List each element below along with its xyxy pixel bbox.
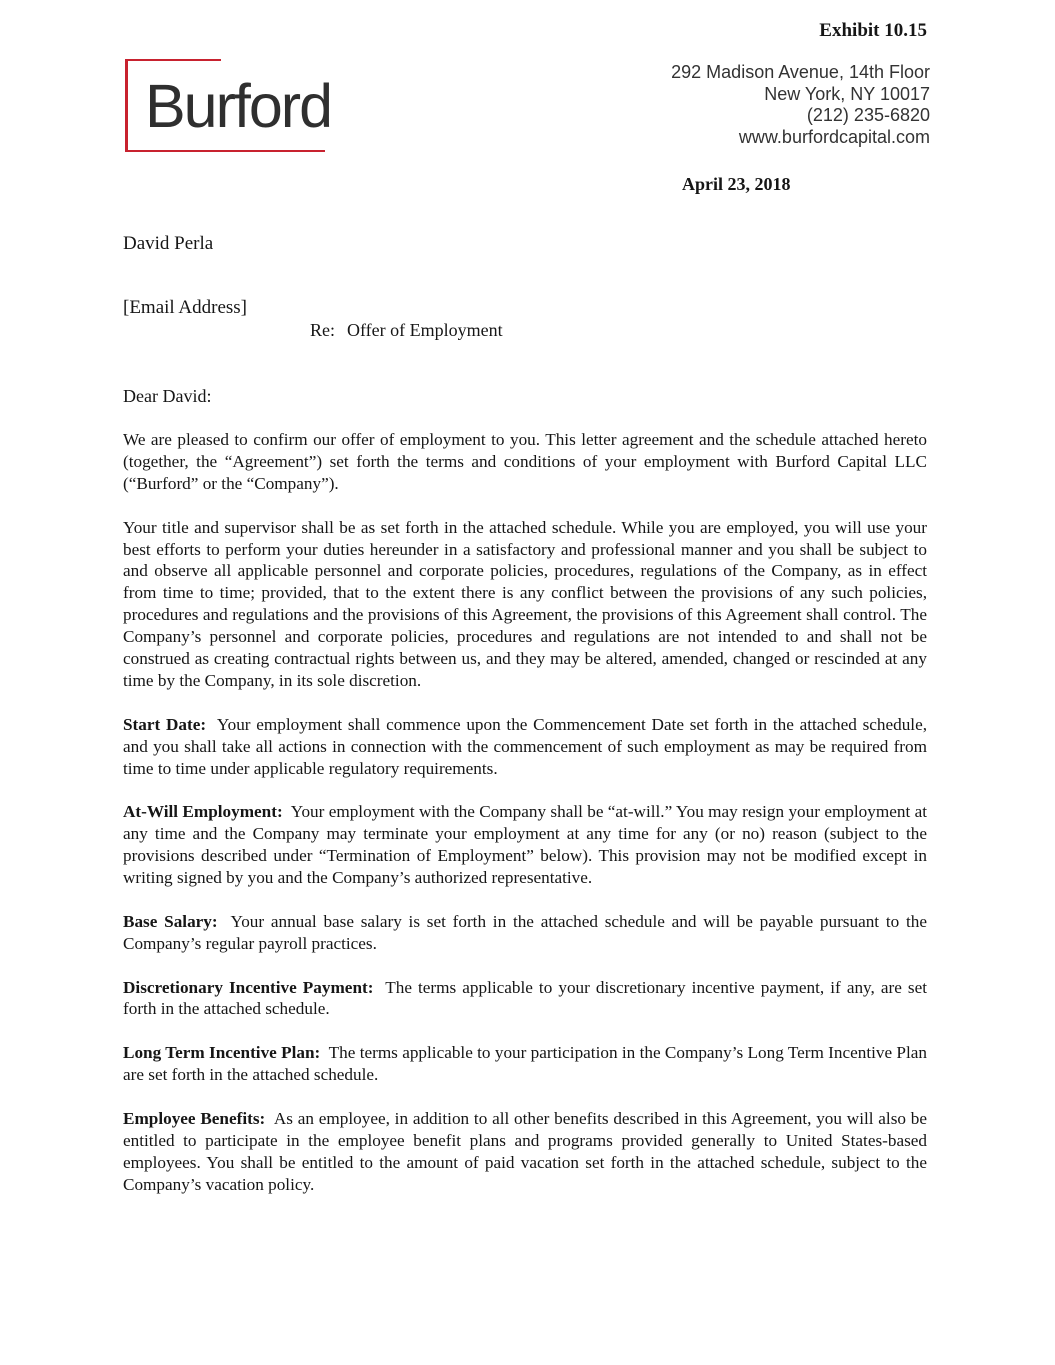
address-line2: New York, NY 10017 — [764, 83, 930, 104]
logo-wordmark: Burford — [145, 72, 332, 140]
company-address — [671, 62, 930, 148]
logo-frame-top — [125, 59, 221, 61]
letter-date: April 23, 2018 — [682, 174, 791, 194]
body-paragraph — [123, 911, 927, 955]
paragraph-heading: Base Salary: — [123, 911, 218, 931]
logo-frame-bottom — [125, 150, 325, 152]
body-paragraph — [123, 801, 927, 889]
paragraph-text: Your employment shall commence upon the Commencement Date set forth in the attached schedule, and you shall take all actions in connection with the commencement of such employment as may be required from time to time under applicable regulatory requirements. — [123, 714, 928, 778]
paragraph-heading: Start Date: — [123, 714, 207, 734]
recipient-name: David Perla — [123, 233, 214, 254]
subject-text: Offer of Employment — [347, 320, 503, 340]
paragraph-heading: At-Will Employment: — [123, 802, 283, 822]
logo-frame-left — [125, 59, 128, 152]
body-paragraph — [123, 1042, 927, 1086]
salutation: Dear David: — [123, 386, 212, 406]
paragraph-heading: Long Term Incentive Plan: — [123, 1043, 321, 1063]
burford-logo — [125, 59, 332, 152]
body-paragraph — [123, 429, 927, 495]
paragraph-text: The terms applicable to your discretionary incentive payment, if any, are set forth in the attached schedule. — [123, 977, 927, 1019]
address-website: www.burfordcapital.com — [738, 126, 930, 147]
paragraph-heading: Discretionary Incentive Payment: — [123, 977, 374, 997]
address-line1: 292 Madison Avenue, 14th Floor — [671, 62, 930, 82]
paragraph-text: We are pleased to confirm our offer of employment to you. This letter agreement and the schedule attached hereto (together, the “Agreement”) set forth the terms and conditions of your employment with Burford Capital LLC (“Burford” or the “Company”). — [123, 430, 927, 493]
subject-prefix: Re: — [310, 320, 335, 340]
subject-line — [310, 320, 503, 341]
body-paragraph — [123, 1108, 927, 1196]
paragraph-heading: Employee Benefits: — [123, 1108, 266, 1128]
recipient-email: [Email Address] — [123, 297, 248, 318]
paragraph-text: As an employee, in addition to all other benefits described in this Agreement, you will also be entitled to participate in the employee benefit plans and programs provided generally to United States-based employees. You shall be entitled to the amount of paid vacation set forth in the attached schedule, subject to the Company’s vacation policy. — [123, 1108, 927, 1194]
paragraph-text: The terms applicable to your participation in the Company’s Long Term Incentive Plan are set forth in the attached schedule. — [123, 1043, 927, 1085]
address-phone: (212) 235-6820 — [806, 105, 930, 125]
paragraph-text: Your annual base salary is set forth in the attached schedule and will be payable pursuant to the Company’s regular payroll practices. — [123, 911, 927, 953]
paragraph-text: Your title and supervisor shall be as set forth in the attached schedule. While you are employed, you will use your best efforts to perform your duties hereunder in a satisfactory and professional manner and you shall be subject to and observe all applicable personnel and corporate policies, procedures, regulations of the Company, as in effect from time to time; provided, that to the extent there is any conflict between the provisions of any such policies, procedures and regulations and the provisions of this Agreement, the provisions of this Agreement shall control. The Company’s personnel and corporate policies, procedures and regulations are not intended to and shall not be construed as creating contractual rights between us, and they may be altered, amended, changed or rescinded at any time by the Company, in its sole discretion. — [123, 517, 927, 690]
exhibit-label: Exhibit 10.15 — [819, 20, 927, 41]
body-paragraph — [123, 517, 927, 692]
body-paragraph — [123, 714, 927, 780]
letter-body — [123, 429, 927, 1218]
paragraph-text: Your employment with the Company shall be “at-will.” You may resign your employment at any time and the Company may terminate your employment at any time for any (or no) reason (subject to the provisions described under “Termination of Employment” below). This provision may not be modified except in writing signed by you and the Company’s authorized representative. — [123, 802, 927, 888]
body-paragraph — [123, 977, 927, 1021]
